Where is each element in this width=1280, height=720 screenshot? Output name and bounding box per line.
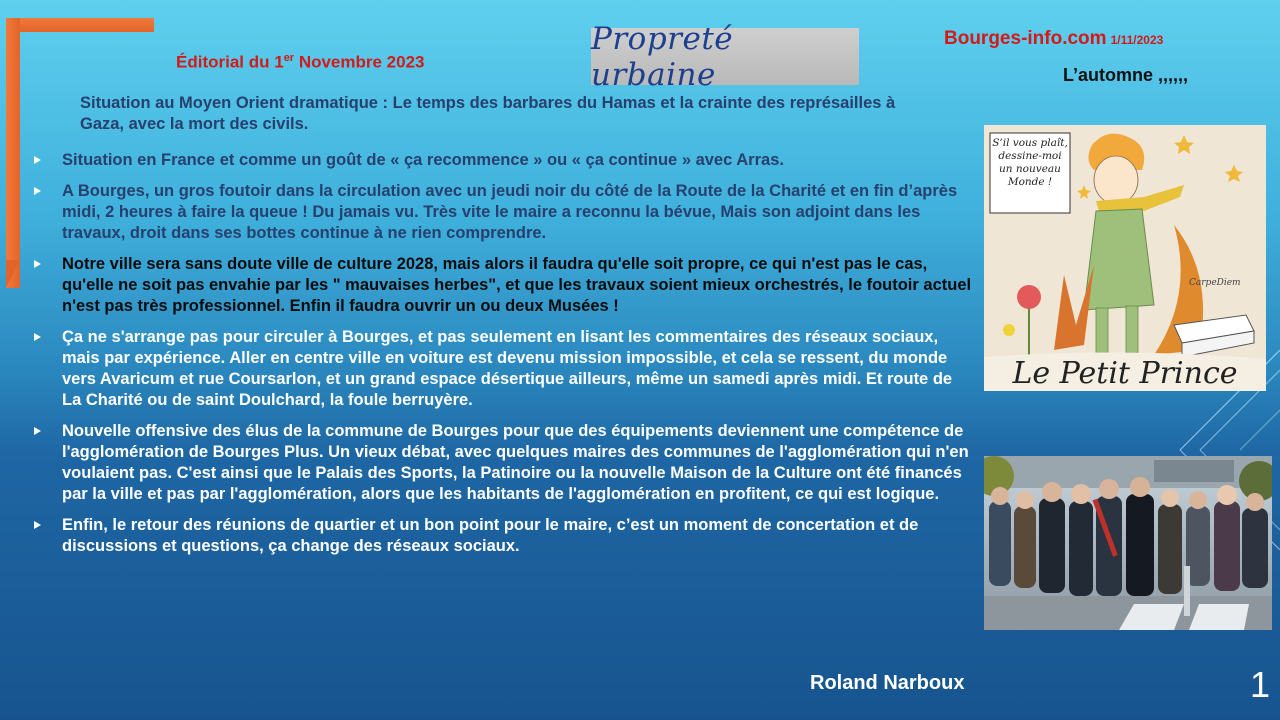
ceremony-photo — [984, 456, 1272, 630]
bullet-item: Notre ville sera sans doute ville de culture 2028, mais alors il faudra qu'elle soit propre, ce qui n'est pas le cas, qu'elle ne soit pas envahie par les " mauvaises herbes", et que les travaux soient mieux orchestrés, le foutoir actuel n'est pas très professionnel. Enfin il faudra ouvrir un ou deux Musées ! — [30, 254, 975, 317]
petit-prince-caption: Le Petit Prince — [1012, 356, 1238, 391]
bullet-item: Ça ne s'arrange pas pour circuler à Bourges, et pas seulement en lisant les commentaires des réseaux sociaux, mais par expérience. Aller en centre ville en voiture est devenu mission impossible, et cela se ressent, du monde vers Avaricum et rue Coursarlon, et un grand espace désertique ailleurs, même un samedi après midi. Et route de La Charité ou de saint Doulchard, la foule berruyère. — [30, 327, 975, 411]
petit-prince-illustration — [984, 125, 1266, 391]
petit-prince-drawing — [984, 125, 1266, 391]
banner-text: Propreté urbaine — [591, 20, 734, 93]
bullet-list — [30, 150, 975, 567]
site-name: Bourges-info.com 1/11/2023 — [944, 28, 1164, 49]
bullet-item: Enfin, le retour des réunions de quartier et un bon point pour le maire, c’est un moment de concertation et de discussions et questions, ça change des réseaux sociaux. — [30, 515, 975, 557]
bullet-item: A Bourges, un gros foutoir dans la circulation avec un jeudi noir du côté de la Route de la Charité et en fin d’après midi, 2 heures à faire la queue ! Du jamais vu. Très vite le maire a reconnu la bévue, Mais son adjoint dans les travaux, droit dans ses bottes continue à ne rien comprendre. — [30, 181, 975, 244]
speech-text: S’il vous plaît, dessine-moi un nouveau Monde ! — [992, 137, 1068, 188]
bullet-arrow-icon — [34, 187, 41, 195]
ceremony-photo-drawing — [984, 456, 1272, 630]
signature-text: CarpeDiem — [1189, 278, 1241, 288]
decorative-bracket-top — [6, 18, 154, 32]
intro-paragraph: Situation au Moyen Orient dramatique : Le temps des barbares du Hamas et la crainte des représailles à Gaza, avec la mort des civils. — [80, 94, 896, 133]
decorative-bracket-tip — [6, 260, 20, 288]
editorial-title: Éditorial du 1er Novembre 2023 — [176, 52, 425, 72]
site-date: 1/11/2023 — [1110, 33, 1164, 47]
bullet-arrow-icon — [34, 427, 41, 435]
bullet-item: Situation en France et comme un goût de « ça recommence » ou « ça continue » avec Arras. — [30, 150, 975, 171]
bullet-item: Nouvelle offensive des élus de la commune de Bourges pour que des équipements deviennent une compétence de l'agglomération de Bourges Plus. Un vieux débat, avec quelques maires des communes de l'agglomération qui n'en voulaient pas. C'est ainsi que le Palais des Sports, la Patinoire ou la nouvelle Maison de la Culture ont été financés par la ville et pas par l'agglomération, alors que les habitants de l'agglomération en profitent, ce qui est logique. — [30, 421, 975, 505]
author-name: Roland Narboux — [810, 672, 965, 694]
bullet-arrow-icon — [34, 521, 41, 529]
decorative-bracket-left — [6, 18, 20, 288]
bullet-arrow-icon — [34, 260, 41, 268]
bullet-arrow-icon — [34, 333, 41, 341]
proprete-urbaine-banner — [591, 20, 859, 93]
page-number: 1 — [1250, 664, 1271, 705]
bullet-arrow-icon — [34, 156, 41, 164]
automne-caption: L’automne ,,,,,, — [1063, 65, 1189, 85]
